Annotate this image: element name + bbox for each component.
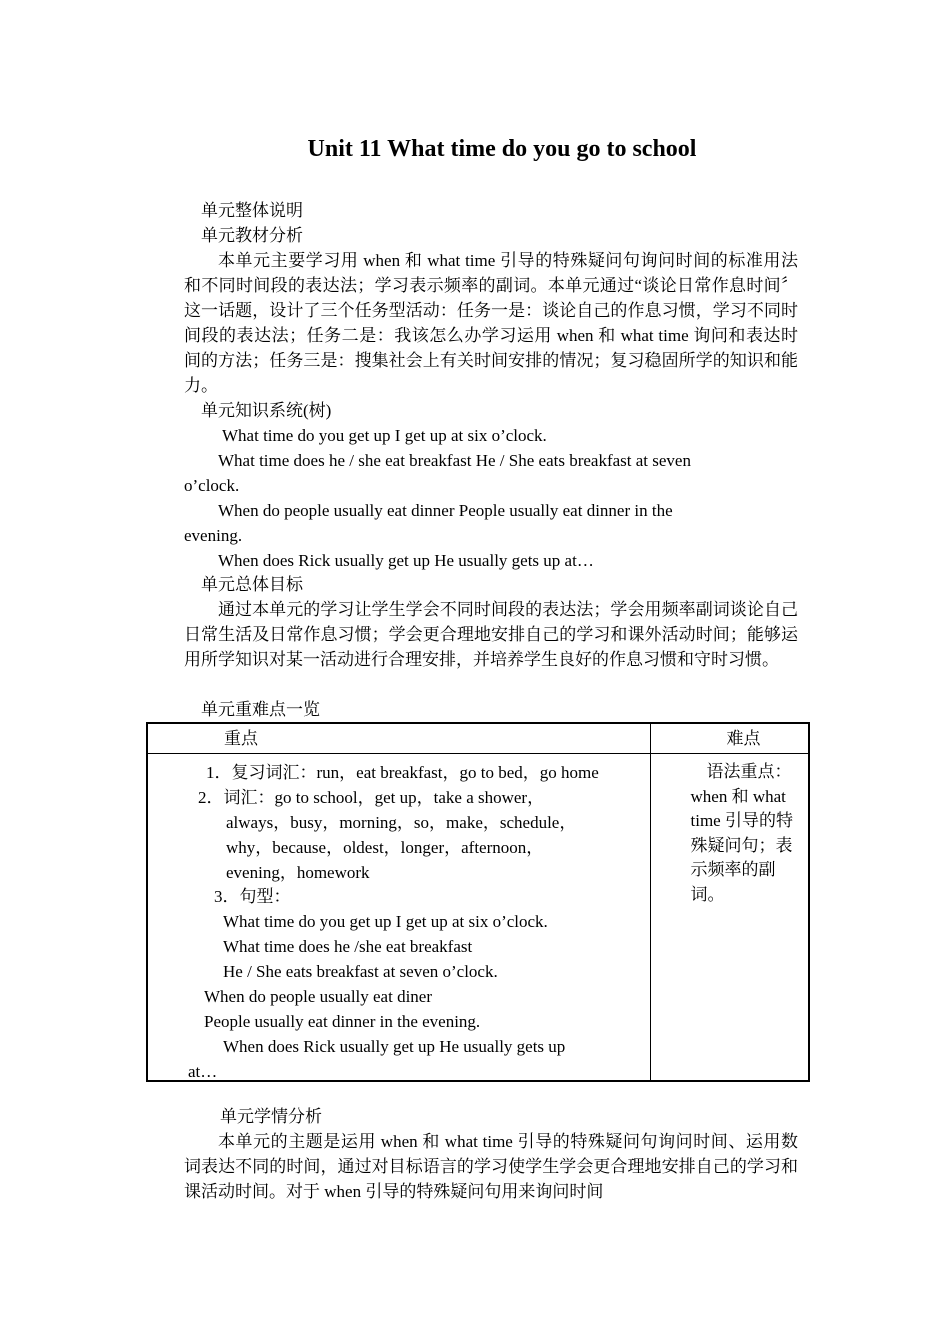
goal-paragraph-block [184, 597, 798, 672]
key-points-cell [147, 754, 650, 1082]
key-point-line: 1．复习词汇：run，eat breakfast，go to bed，go home [206, 763, 599, 782]
tree-heading: 单元知识系统(树) [201, 401, 332, 420]
material-paragraph: 本单元主要学习用 when 和 what time 引导的特殊疑问句询问时间的标准用法和不同时间段的表达法；学习表示频率的副词。本单元通过“谈论日常作息时间〞这一话题，设计了三个任务型活动：任务一是：谈论自己的作息习惯，学习不同时间段的表达法；任务二是：我该怎么办学习运用 when 和 what time 询问和表达时间的方法；任务三是：搜集社会上有关时间安排的情况；复习稳固所学的知识和能力。 [184, 251, 798, 395]
key-point-line: What time does he /she eat breakfast [223, 937, 473, 956]
header-key-points: 重点 [147, 723, 650, 754]
key-point-line: He / She eats breakfast at seven o’clock. [223, 962, 498, 981]
keypoints-table [146, 722, 810, 1082]
difficult-point-line: time 引导的特 [690, 811, 793, 830]
table-header-row [147, 723, 809, 754]
tree-line: When do people usually eat dinner People usually eat dinner in the [218, 501, 673, 520]
keypoints-heading: 单元重难点一览 [201, 700, 320, 719]
tree-line: What time do you get up I get up at six o’clock. [222, 426, 547, 445]
learner-paragraph: 本单元的主题是运用 when 和 what time 引导的特殊疑问句询问时间、运用数词表达不同的时间，通过对目标语言的学习使学生学会更合理地安排自己的学习和课活动时间。对于 when 引导的特殊疑问句用来询问时间 [184, 1132, 798, 1201]
difficult-point-line: 语法重点： [706, 762, 792, 781]
key-point-line: evening，homework [226, 863, 370, 882]
difficult-points-cell [650, 754, 809, 1082]
tree-line: evening. [184, 526, 243, 545]
tree-line: o’clock. [184, 476, 240, 495]
material-heading: 单元教材分析 [201, 226, 303, 245]
key-point-line: What time do you get up I get up at six o’clock. [223, 912, 548, 931]
learner-heading: 单元学情分析 [220, 1107, 322, 1126]
learner-paragraph-block [184, 1129, 798, 1204]
key-point-line: at… [188, 1062, 218, 1081]
difficult-point-line: 殊疑问句；表 [690, 835, 793, 855]
document-title: Unit 11 What time do you go to school [307, 136, 697, 162]
header-difficult-points: 难点 [650, 723, 809, 754]
key-point-line: When do people usually eat diner [204, 987, 433, 1006]
key-point-line: When does Rick usually get up He usually gets up [223, 1037, 566, 1056]
tree-line: What time does he / she eat breakfast He / She eats breakfast at seven [218, 451, 691, 470]
key-point-line: why，because，oldest，longer，afternoon， [226, 838, 544, 857]
goal-heading: 单元总体目标 [201, 575, 303, 594]
difficult-point-line: 示频率的副 [690, 860, 776, 879]
key-point-line: 3．句型： [214, 887, 291, 906]
key-point-line: 2．词汇：go to school，get up，take a shower， [198, 788, 545, 807]
key-point-line: People usually eat dinner in the evening. [204, 1012, 481, 1031]
key-point-line: always，busy，morning，so，make，schedule， [226, 813, 577, 832]
goal-paragraph: 通过本单元的学习让学生学会不同时间段的表达法；学会用频率副词谈论自己日常生活及日常作息习惯；学会更合理地安排自己的学习和课外活动时间；能够运用所学知识对某一活动进行合理安排，并培养学生良好的作息习惯和守时习惯。 [184, 600, 798, 669]
material-paragraph-block [184, 248, 798, 398]
difficult-point-line: when 和 what [690, 786, 786, 806]
tree-line: When does Rick usually get up He usually gets up at… [218, 551, 594, 570]
table-body-row [147, 754, 809, 1082]
overview-heading: 单元整体说明 [201, 201, 303, 220]
difficult-point-line: 词。 [690, 884, 725, 904]
